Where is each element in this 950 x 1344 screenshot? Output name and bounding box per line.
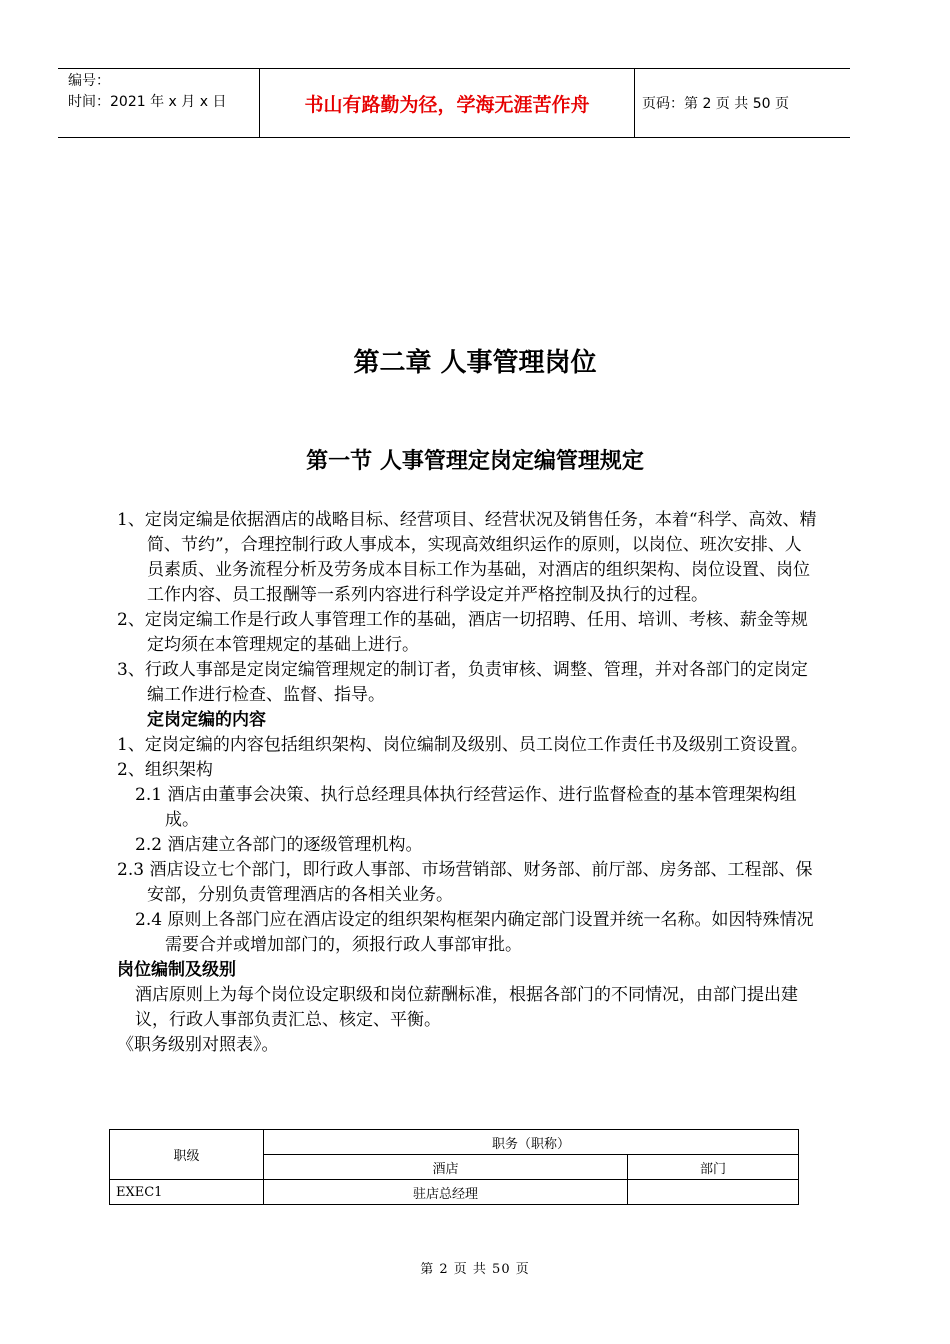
paragraph: 3、行政人事部是定岗定编管理规定的制订者，负责审核、调整、管理，并对各部门的定岗定编工作进行检查、监督、指导。 (117, 660, 808, 705)
paragraph: 2、组织架构 (117, 760, 213, 780)
header-time: 时间：2021 年 x 月 x 日 (68, 94, 227, 110)
table-row (110, 1180, 799, 1205)
subheading: 定岗定编的内容 (147, 710, 266, 730)
paragraph: 酒店原则上为每个岗位设定职级和岗位薪酬标准，根据各部门的不同情况，由部门提出建议，行政人事部负责汇总、核定、平衡。 (135, 985, 798, 1030)
paragraph: 1、定岗定编的内容包括组织架构、岗位编制及级别、员工岗位工作责任书及级别工资设置。 (117, 735, 808, 755)
subheading: 岗位编制及级别 (117, 960, 236, 980)
page-footer: 第 2 页 共 50 页 (420, 1262, 530, 1277)
header-left (68, 71, 258, 113)
dept-header: 部门 (628, 1155, 799, 1180)
grade-table (109, 1129, 799, 1205)
paragraph: 《职务级别对照表》。 (117, 1035, 279, 1055)
header-page-info: 页码：第 2 页 共 50 页 (642, 96, 789, 112)
paragraph: 2.3 酒店设立七个部门，即行政人事部、市场营销部、财务部、前厅部、房务部、工程部、保安部，分别负责管理酒店的各相关业务。 (117, 860, 813, 905)
paragraph: 1、定岗定编是依据酒店的战略目标、经营项目、经营状况及销售任务，本着“科学、高效、精简、节约”，合理控制行政人事成本，实现高效组织运作的原则，以岗位、班次安排、人员素质、业务流程分析及劳务成本目标工作为基础，对酒店的组织架构、岗位设置、岗位工作内容、员工报酬等一系列内容进行科学设定并严格控制及执行的过程。 (117, 510, 817, 605)
grade-cell: EXEC1 (110, 1180, 264, 1205)
chapter-title: 第二章 人事管理岗位 (353, 348, 597, 378)
paragraph: 2.4 原则上各部门应在酒店设定的组织架构框架内确定部门设置并统一名称。如因特殊情况需要合并或增加部门的，须报行政人事部审批。 (135, 910, 814, 955)
doc-number-label: 编号： (68, 73, 110, 89)
paragraph: 2.1 酒店由董事会决策、执行总经理具体执行经营运作、进行监督检查的基本管理架构组成。 (135, 785, 797, 830)
paragraph: 2、定岗定编工作是行政人事管理工作的基础，酒店一切招聘、任用、培训、考核、薪金等规定均须在本管理规定的基础上进行。 (117, 610, 808, 655)
title-header: 职务（职称） (264, 1130, 799, 1155)
dept-cell (628, 1180, 799, 1205)
header-divider (634, 69, 635, 137)
hotel-cell: 驻店总经理 (264, 1180, 628, 1205)
grade-header: 职级 (110, 1130, 264, 1180)
header-motto: 书山有路勤为径，学海无涯苦作舟 (304, 93, 590, 116)
hotel-header: 酒店 (264, 1155, 628, 1180)
document-body (117, 508, 817, 1058)
page-header (58, 68, 850, 138)
section-title: 第一节 人事管理定岗定编管理规定 (306, 449, 644, 474)
table-header-row (110, 1130, 799, 1155)
paragraph: 2.2 酒店建立各部门的逐级管理机构。 (135, 835, 423, 855)
